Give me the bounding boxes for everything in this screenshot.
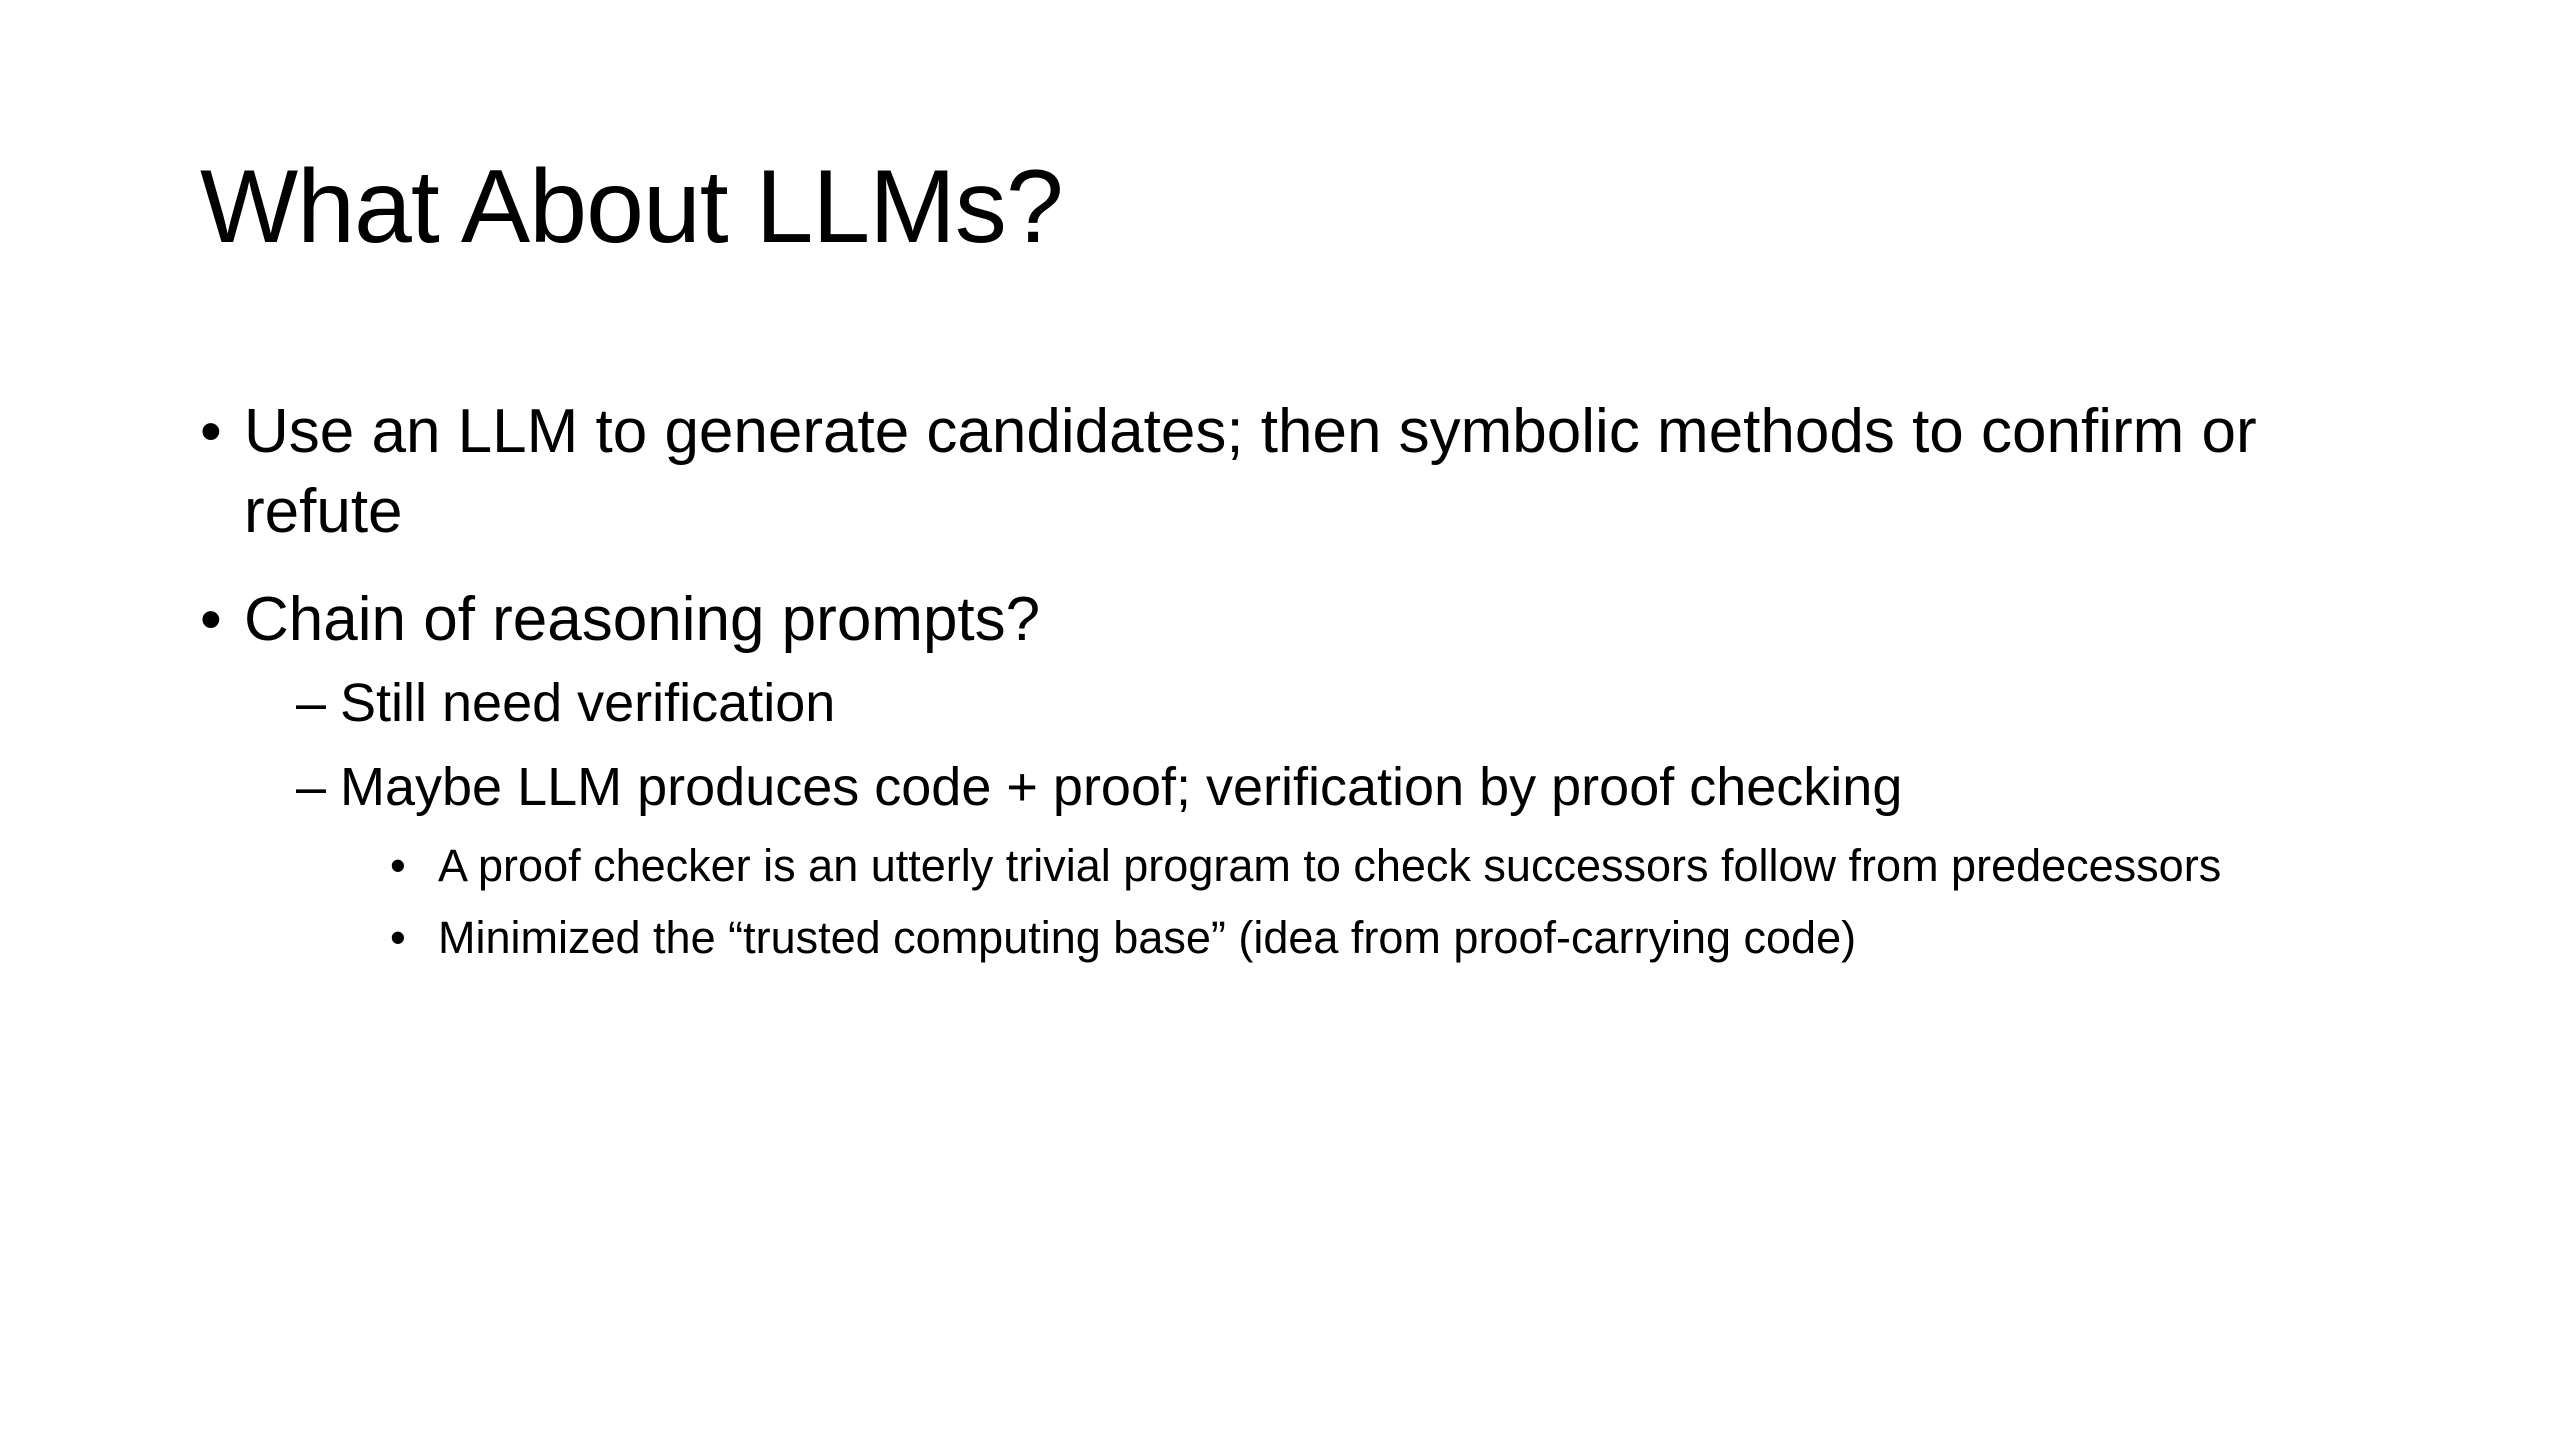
sub-sub-bullet-marker: •	[390, 912, 406, 963]
bullet-marker: •	[200, 585, 222, 654]
sub-bullet-text: Maybe LLM produces code + proof; verification by proof checking	[340, 757, 1903, 817]
sub-bullet-marker: –	[296, 757, 327, 817]
bullet-item	[200, 580, 2420, 660]
sub-bullet-item	[296, 752, 2420, 822]
sub-sub-bullet-marker: •	[390, 840, 406, 891]
sub-sub-bullet-item	[390, 908, 2420, 968]
bullet-item	[200, 392, 2420, 552]
bullet-marker: •	[200, 397, 222, 466]
sub-bullet-marker: –	[296, 673, 327, 733]
sub-bullet-text: Still need verification	[340, 673, 836, 733]
sub-bullet-item	[296, 668, 2420, 738]
bullet-text: Chain of reasoning prompts?	[244, 585, 1041, 654]
slide-title: What About LLMs?	[200, 149, 1063, 265]
sub-sub-bullet-text: A proof checker is an utterly trivial program to check successors follow from predecessors	[438, 840, 2222, 891]
sub-sub-bullet-item	[390, 836, 2420, 896]
bullet-text: Use an LLM to generate candidates; then symbolic methods to confirm or refute	[244, 397, 2257, 546]
bullet-list	[200, 392, 2420, 980]
sub-sub-bullet-text: Minimized the “trusted computing base” (idea from proof-carrying code)	[438, 912, 1857, 963]
